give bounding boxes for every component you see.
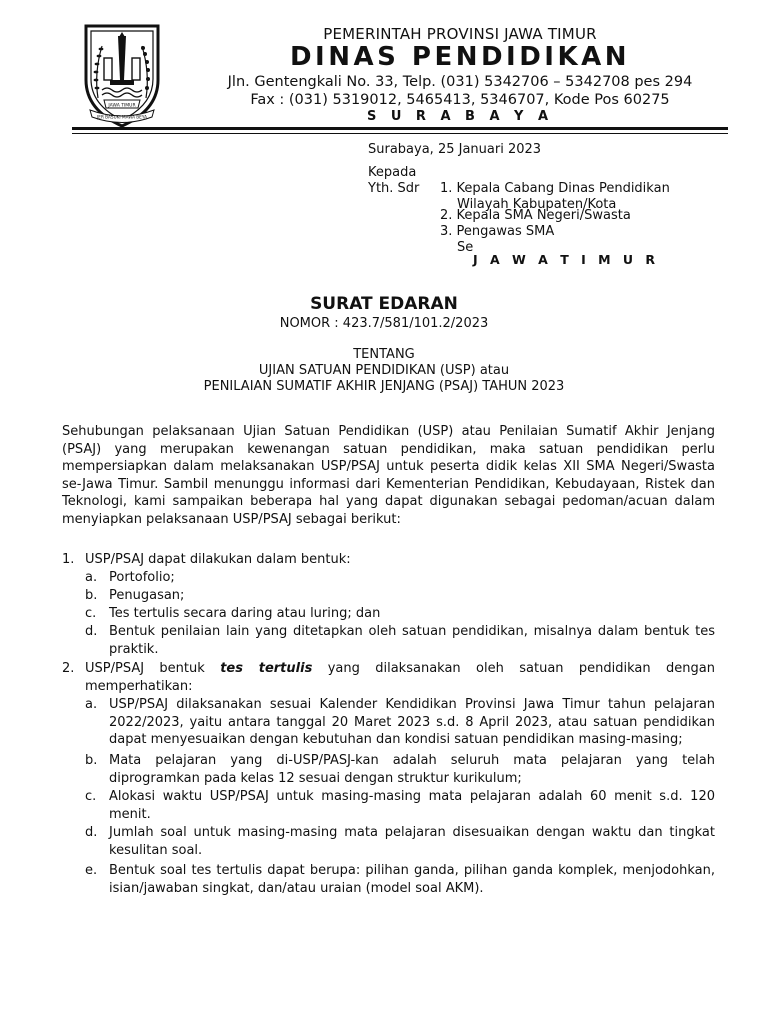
letterhead-fax: Fax : (031) 5319012, 5465413, 5346707, Kode Pos 60275 <box>250 92 670 108</box>
se-label: Se <box>457 240 474 255</box>
emphasis-text: tes tertulis <box>220 661 313 676</box>
sub-item-letter: d. <box>85 825 98 840</box>
recipient-3: 3. Pengawas SMA <box>440 224 555 239</box>
sub-item-text: USP/PSAJ dilaksanakan sesuai Kalender Kendidikan Provinsi Jawa Timur tahun pelajaran 2022/2023, yaitu antara tanggal 20 Maret 2023 s.d. 8 April 2023, atau satuan pendidikan dapat menyesuaikan dengan kebutuhan dan kondisi satuan pendidikan masing-masing; <box>109 697 715 747</box>
subject-heading: TENTANG <box>353 347 415 362</box>
sub-item-letter: b. <box>85 588 98 603</box>
recipient-1-continued: Wilayah Kabupaten/Kota <box>457 197 617 212</box>
sub-item-letter: e. <box>85 863 98 878</box>
subject-line-1: UJIAN SATUAN PENDIDIKAN (USP) atau <box>258 363 510 378</box>
recipient-region: J A W A T I M U R <box>473 252 659 267</box>
yth-label: Yth. Sdr <box>368 181 420 196</box>
letterhead-rule-thin <box>72 133 728 134</box>
sub-item-letter: d. <box>85 624 98 639</box>
recipient-2: 2. Kepala SMA Negeri/Swasta <box>440 208 631 223</box>
sub-item-text: Portofolio; <box>109 570 175 585</box>
sub-item-text: Mata pelajaran yang di-USP/PASJ-kan adalah seluruh mata pelajaran yang telah diprogramkan pada kelas 12 sesuai dengan struktur kurikulum; <box>109 753 715 786</box>
sub-item-letter: b. <box>85 753 98 768</box>
letterhead-city: S U R A B A Y A <box>366 109 554 124</box>
sub-item-text: Bentuk soal tes tertulis dapat berupa: pilihan ganda, pilihan ganda komplek, menjodohkan, isian/jawaban singkat, dan/atau uraian (model soal AKM). <box>109 863 715 896</box>
letterhead-government: PEMERINTAH PROVINSI JAWA TIMUR <box>323 25 597 43</box>
sub-item-letter: c. <box>85 606 97 621</box>
list-item-number: 2. <box>62 661 75 676</box>
sub-item-text: Alokasi waktu USP/PSAJ untuk masing-masing mata pelajaran adalah 60 menit s.d. 120 menit. <box>109 789 715 822</box>
list-item-text: USP/PSAJ bentuk tes tertulis yang dilaksanakan oleh satuan pendidikan dengan memperhatikan: <box>85 661 715 694</box>
letter-date: Surabaya, 25 Januari 2023 <box>368 142 542 157</box>
document-title: SURAT EDARAN <box>310 294 458 314</box>
subject-line-2: PENILAIAN SUMATIF AKHIR JENJANG (PSAJ) TAHUN 2023 <box>203 379 565 394</box>
sub-item-letter: a. <box>85 697 98 712</box>
letterhead-department: DINAS PENDIDIKAN <box>289 42 631 72</box>
letterhead-address: Jln. Gentengkali No. 33, Telp. (031) 5342706 – 5342708 pes 294 <box>227 74 693 90</box>
letterhead-rule-thick <box>72 127 728 130</box>
sub-item-letter: c. <box>85 789 97 804</box>
sub-item-text: Tes tertulis secara daring atau luring; dan <box>109 606 381 621</box>
east-java-coat-of-arms-logo <box>76 18 168 130</box>
recipient-1: 1. Kepala Cabang Dinas Pendidikan <box>440 181 670 196</box>
sub-item-text: Jumlah soal untuk masing-masing mata pelajaran disesuaikan dengan waktu dan tingkat kesulitan soal. <box>109 825 715 858</box>
kepada-label: Kepada <box>368 165 417 180</box>
sub-item-text: Bentuk penilaian lain yang ditetapkan oleh satuan pendidikan, misalnya dalam bentuk tes praktik. <box>109 624 715 657</box>
svg-text:JER BASUKI MAWA BEYA: JER BASUKI MAWA BEYA <box>97 114 147 120</box>
list-item-text: USP/PSAJ dapat dilakukan dalam bentuk: <box>85 552 351 567</box>
document-number: NOMOR : 423.7/581/101.2/2023 <box>279 316 489 331</box>
intro-paragraph: Sehubungan pelaksanaan Ujian Satuan Pendidikan (USP) atau Penilaian Sumatif Akhir Jenjang (PSAJ) yang merupakan kewenangan satuan pendidikan, maka satuan pendidikan perlu mempersiapkan dalam melaksanakan USP/PSAJ untuk peserta didik kelas XII SMA Negeri/Swasta se-Jawa Timur. Sambil menunggu informasi dari Kementerian Pendidikan, Kebudayaan, Ristek dan Teknologi, kami sampaikan beberapa hal yang dapat digunakan sebagai pedoman/acuan dalam menyiapkan pelaksanaan USP/PSAJ sebagai berikut: <box>62 424 715 527</box>
svg-text:JAWA TIMUR: JAWA TIMUR <box>108 103 136 109</box>
sub-item-letter: a. <box>85 570 98 585</box>
sub-item-text: Penugasan; <box>109 588 185 603</box>
list-item-number: 1. <box>62 552 75 567</box>
